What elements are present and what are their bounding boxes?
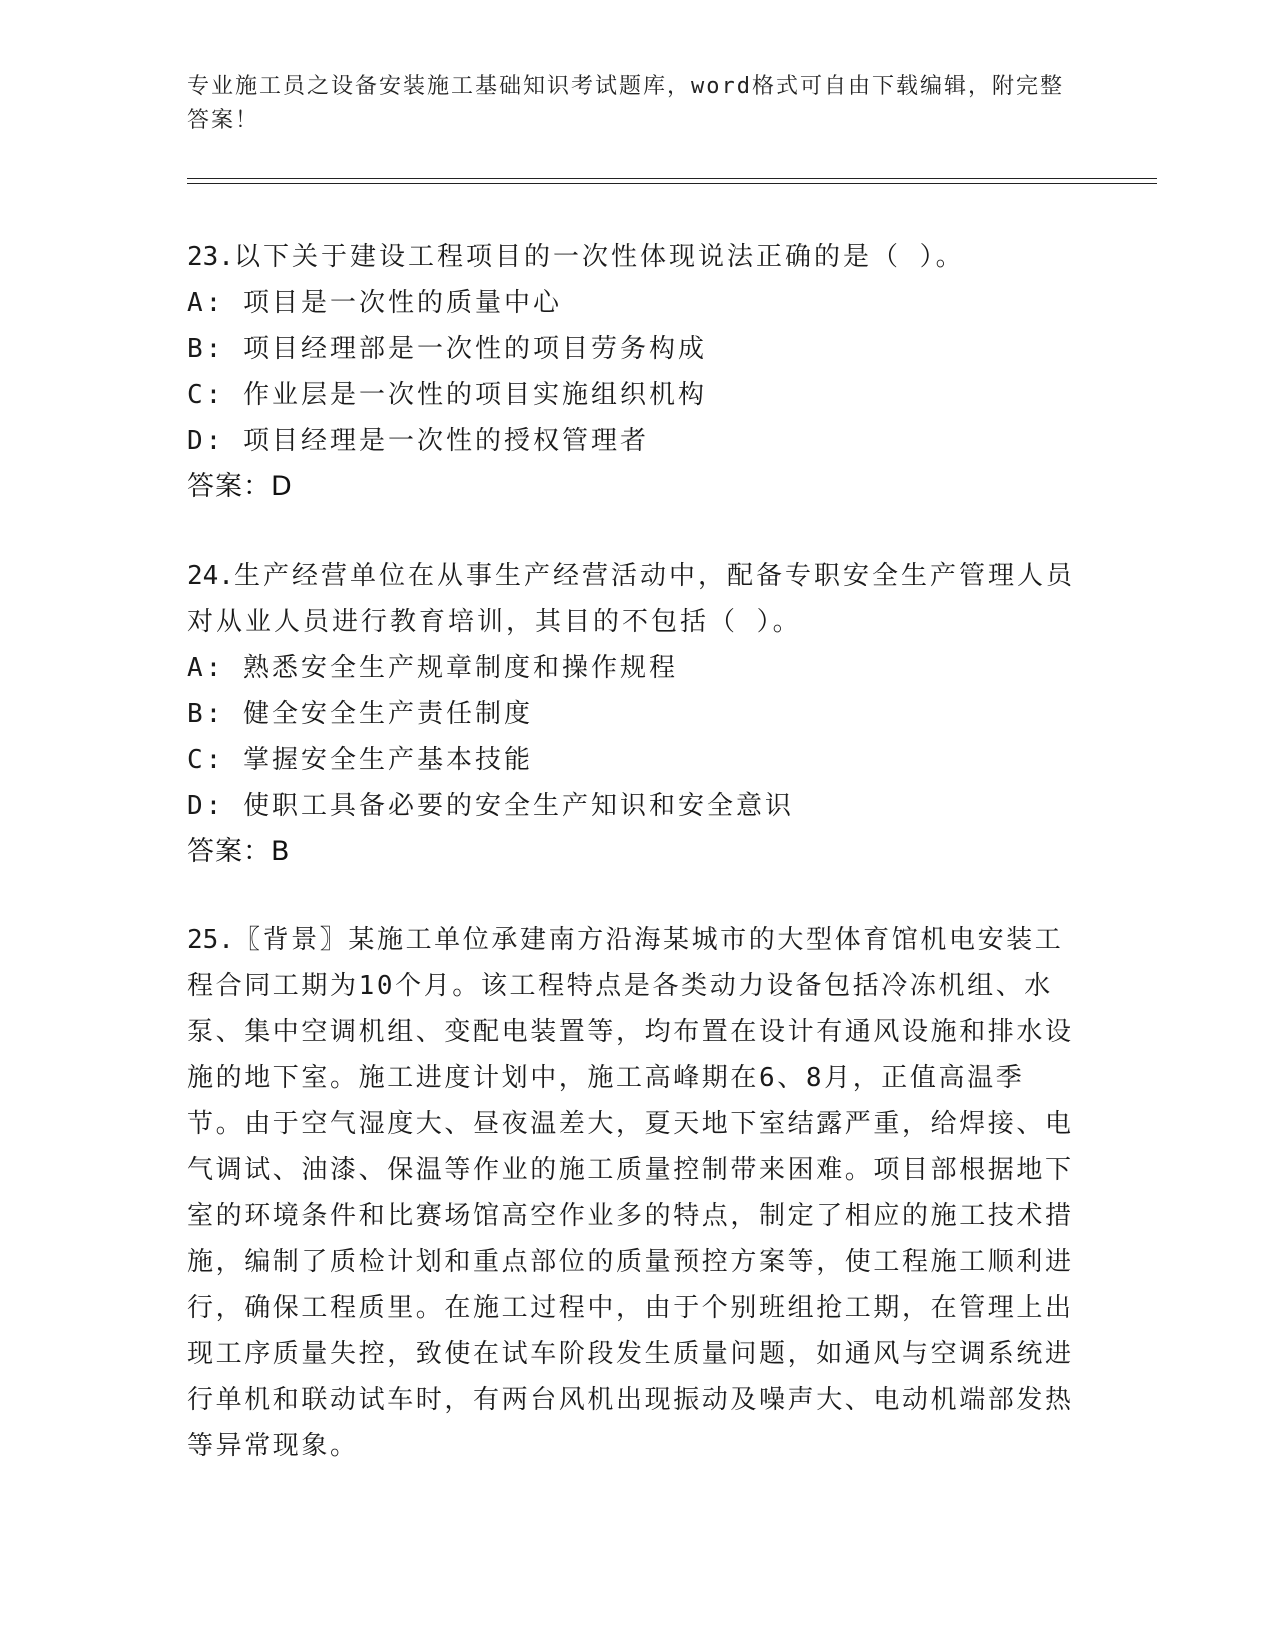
question-stem	[187, 553, 1077, 645]
question-text: 〖背景〗某施工单位承建南方沿海某城市的大型体育馆机电安装工程合同工期为10个月。该工程特点是各类动力设备包括冷冻机组、水泵、集中空调机组、变配电装置等，均布置在设计有通风设施和排水设施的地下室。施工进度计划中，施工高峰期在6、8月，正值高温季节。由于空气湿度大、昼夜温差大，夏天地下室结露严重，给焊接、电气调试、油漆、保温等作业的施工质量控制带来困难。项目部根据地下室的环境条件和比赛场馆高空作业多的特点，制定了相应的施工技术措施，编制了质检计划和重点部位的质量预控方案等，使工程施工顺利进行，确保工程质里。在施工过程中，由于个别班组抢工期，在管理上出现工序质量失控，致使在试车阶段发生质量问题，如通风与空调系统进行单机和联动试车时，有两台风机出现振动及噪声大、电动机端部发热等异常现象。	[187, 925, 1074, 1461]
option-a: A: 项目是一次性的质量中心	[187, 288, 562, 318]
answer: 答案：D	[187, 471, 293, 502]
answer: 答案：B	[187, 836, 291, 867]
question-23	[187, 234, 1077, 510]
option-d: D: 使职工具备必要的安全生产知识和安全意识	[187, 791, 794, 821]
option-b: B: 项目经理部是一次性的项目劳务构成	[187, 334, 707, 364]
question-text: 生产经营单位在从事生产经营活动中，配备专职安全生产管理人员对从业人员进行教育培训，其目的不包括（ ）。	[187, 561, 1075, 637]
option-c: C: 作业层是一次性的项目实施组织机构	[187, 380, 707, 410]
question-25	[187, 917, 1077, 1469]
document-header: 专业施工员之设备安装施工基础知识考试题库，word格式可自由下载编辑，附完整答案！	[187, 74, 1064, 133]
question-stem	[187, 917, 1077, 1469]
header-divider-top	[187, 178, 1157, 179]
header-divider-bottom	[187, 183, 1157, 184]
question-number: 25.	[187, 925, 234, 955]
question-text: 以下关于建设工程项目的一次性体现说法正确的是（ ）。	[233, 242, 965, 272]
question-number: 23.	[187, 242, 234, 272]
option-d: D: 项目经理是一次性的授权管理者	[187, 426, 649, 456]
question-24	[187, 553, 1077, 875]
option-a: A: 熟悉安全生产规章制度和操作规程	[187, 653, 678, 683]
question-number: 24.	[187, 561, 234, 591]
option-c: C: 掌握安全生产基本技能	[187, 745, 533, 775]
option-b: B: 健全安全生产责任制度	[187, 699, 533, 729]
question-stem	[187, 234, 1077, 280]
